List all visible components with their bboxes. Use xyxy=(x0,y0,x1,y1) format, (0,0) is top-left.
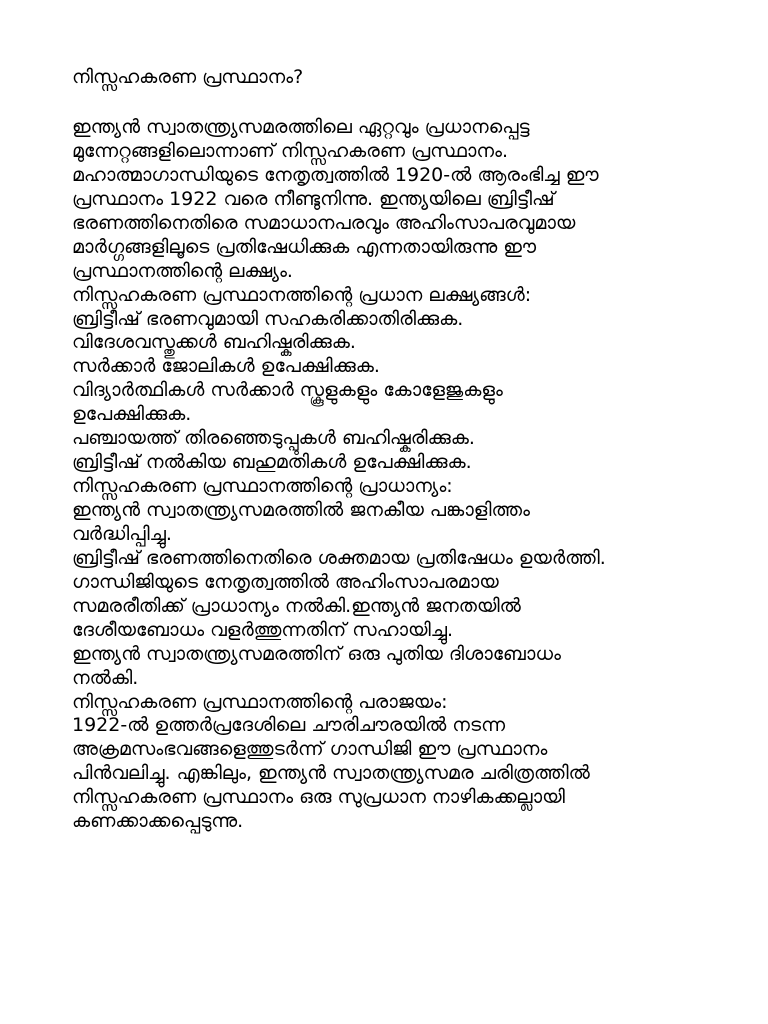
text-line: നിസ്സഹകരണ പ്രസ്ഥാനത്തിന്റെ പ്രധാന ലക്ഷ്യങ്ങൾ: xyxy=(72,283,532,306)
text-line: അക്രമസംഭവങ്ങളെത്തുടർന്ന് ഗാന്ധിജി ഈ പ്രസ്ഥാനം xyxy=(72,738,548,761)
text-line: നിസ്സഹകരണ പ്രസ്ഥാനത്തിന്റെ പരാജയം: xyxy=(72,690,448,713)
text-line: ഇന്ത്യൻ സ്വാതന്ത്ര്യസമരത്തിൽ ജനകീയ പങ്കാളിത്തം xyxy=(72,499,530,521)
text-line: പ്രസ്ഥാനത്തിന്റെ ലക്ഷ്യം. xyxy=(72,259,293,282)
text-line: ബ്രിട്ടീഷ് നൽകിയ ബഹുമതികൾ ഉപേക്ഷിക്കുക. xyxy=(72,451,472,474)
text-line: വർദ്ധിപ്പിച്ചു. xyxy=(72,522,172,545)
document-title: നിസ്സഹകരണ പ്രസ്ഥാനം? xyxy=(72,66,304,88)
text-line: വിദ്യാർത്ഥികൾ സർക്കാർ സ്കൂളുകളും കോളേജുകളും xyxy=(72,379,503,402)
text-line: പിൻവലിച്ചു. എങ്കിലും, ഇന്ത്യൻ സ്വാതന്ത്ര്യസമര ചരിത്രത്തിൽ xyxy=(72,762,590,785)
text-line: പഞ്ചായത്ത് തിരഞ്ഞെടുപ്പുകൾ ബഹിഷ്കരിക്കുക. xyxy=(72,427,475,450)
text-line: ഇന്ത്യൻ സ്വാതന്ത്ര്യസമരത്തിന് ഒരു പുതിയ ദിശാബോധം xyxy=(72,642,561,665)
text-line: മുന്നേറ്റങ്ങളിലൊന്നാണ് നിസ്സഹകരണ പ്രസ്ഥാനം. xyxy=(72,139,509,162)
text-line: കണക്കാക്കപ്പെടുന്നു. xyxy=(72,810,244,833)
text-line: നൽകി. xyxy=(72,666,139,689)
text-line: പ്രസ്ഥാനം 1922 വരെ നീണ്ടുനിന്നു. ഇന്ത്യയിലെ ബ്രിട്ടീഷ് xyxy=(72,187,555,210)
text-line: സർക്കാർ ജോലികൾ ഉപേക്ഷിക്കുക. xyxy=(72,355,380,378)
text-line: ഇന്ത്യൻ സ്വാതന്ത്ര്യസമരത്തിലെ ഏറ്റവും പ്രധാനപ്പെട്ട xyxy=(72,116,530,138)
text-line: 1922-ൽ ഉത്തർപ്രദേശിലെ ചൗരിചൗരയിൽ നടന്ന xyxy=(72,714,506,737)
text-line: നിസ്സഹകരണ പ്രസ്ഥാനത്തിന്റെ പ്രാധാന്യം: xyxy=(72,475,453,498)
text-line: ഗാന്ധിജിയുടെ നേതൃത്വത്തിൽ അഹിംസാപരമായ xyxy=(72,570,499,593)
text-line: ബ്രിട്ടീഷ് ഭരണത്തിനെതിരെ ശക്തമായ പ്രതിഷേധം ഉയർത്തി. xyxy=(72,546,606,569)
text-line: ദേശീയബോധം വളർത്തുന്നതിന് സഹായിച്ചു. xyxy=(72,618,454,641)
text-line: ഭരണത്തിനെതിരെ സമാധാനപരവും അഹിംസാപരവുമായ xyxy=(72,211,576,234)
text-line: മാർഗ്ഗങ്ങളിലൂടെ പ്രതിഷേധിക്കുക എന്നതായിരുന്നു ഈ xyxy=(72,235,537,258)
text-line: വിദേശവസ്തുക്കൾ ബഹിഷ്കരിക്കുക. xyxy=(72,331,356,354)
text-line: നിസ്സഹകരണ പ്രസ്ഥാനം ഒരു സുപ്രധാന നാഴികക്കല്ലായി xyxy=(72,786,565,809)
text-line: മഹാത്മാഗാന്ധിയുടെ നേതൃത്വത്തിൽ 1920-ൽ ആരംഭിച്ച ഈ xyxy=(72,163,599,186)
document-body xyxy=(72,116,732,834)
text-line: ഉപേക്ഷിക്കുക. xyxy=(72,403,192,426)
text-line: ബ്രിട്ടീഷ് ഭരണവുമായി സഹകരിക്കാതിരിക്കുക. xyxy=(72,307,464,330)
text-line: സമരരീതിക്ക് പ്രാധാന്യം നൽകി.ഇന്ത്യൻ ജനതയിൽ xyxy=(72,594,521,617)
